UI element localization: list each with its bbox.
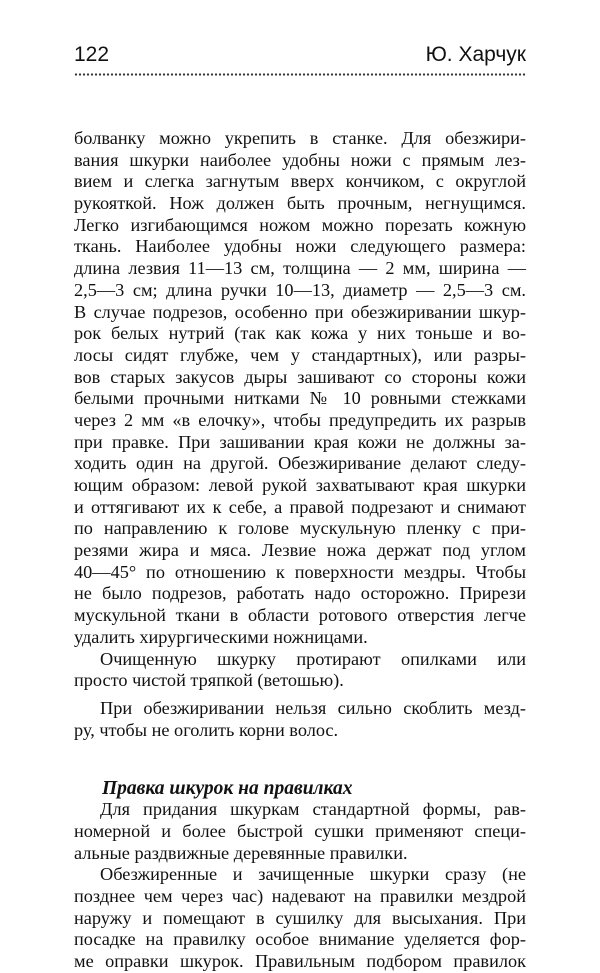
header-rule: [74, 72, 526, 77]
paragraph: [74, 698, 526, 741]
text-line: рукояткой. Нож должен быть прочным, негнущимся.: [74, 193, 526, 214]
text-line: ющим образом: левой рукой захватывают края шкурки: [74, 475, 526, 495]
text-line: ру, чтобы не оголить корни волос.: [74, 719, 339, 740]
text-line: через 2 мм «в елочку», чтобы предупредить их разрыв: [74, 409, 526, 430]
text-line: альные раздвижные деревянные правилки.: [74, 842, 408, 863]
section-gap: [74, 741, 526, 778]
running-author: Ю. Харчук: [425, 43, 526, 66]
text-line: Очищенную шкурку протирают опилками или: [100, 648, 526, 669]
page-body: [74, 128, 526, 973]
text-line: При обезжиривании нельзя сильно скоблить мезд-: [100, 697, 526, 718]
page-number: 122: [74, 43, 110, 66]
text-line: вов старых закусов дыры зашивают со стороны кожи: [74, 366, 526, 387]
text-line: 40—45° по отношению к поверхности мездры. Чтобы: [74, 561, 526, 582]
text-line: рок белых нутрий (так как кожа у них тоньше и во-: [74, 323, 526, 344]
text-line: при правке. При зашивании края кожи не должны за-: [74, 431, 526, 452]
text-line: удалить хирургическими ножницами.: [74, 626, 368, 647]
text-line: ткань. Наиболее удобны ножи следующего размера:: [74, 236, 526, 257]
text-line: белыми прочными нитками № 10 ровными стежками: [74, 388, 526, 409]
text-line: лосы сидят глубже, чем у стандартных), или разры-: [74, 344, 526, 365]
text-line: ме оправки шкурок. Правильным подбором правилок: [74, 951, 526, 972]
paragraph: [74, 864, 526, 972]
paragraph: [74, 649, 526, 692]
text-line: Для придания шкуркам стандартной формы, рав-: [100, 799, 526, 820]
text-line: по направлению к голове мускульную пленку с при-: [74, 518, 526, 539]
text-line: длина лезвия 11—13 см, толщина — 2 мм, ширина —: [74, 258, 526, 279]
running-header: [74, 40, 526, 70]
text-line: Обезжиренные и зачищенные шкурки сразу (не: [100, 864, 526, 885]
text-line: В случае подрезов, особенно при обезжиривании шкур-: [74, 301, 526, 322]
text-line: вания шкурки наиболее удобны ножи с прямым лез-: [74, 149, 526, 170]
text-line: ходить один на другой. Обезжиривание делают следу-: [74, 453, 526, 474]
text-line: мускульной ткани в области ротового отверстия легче: [74, 605, 526, 626]
text-line: позднее чем через час) надевают на правилки мездрой: [74, 886, 526, 906]
text-line: и оттягивают их к себе, а правой подрезают и снимают: [74, 496, 526, 517]
text-line: номерной и более быстрой сушки применяют специ-: [74, 820, 526, 841]
text-line: Легко изгибающимся ножом можно порезать кожную: [74, 214, 526, 235]
text-line: резями жира и мяса. Лезвие ножа держат под углом: [74, 540, 526, 561]
text-line: 2,5—3 см; длина ручки 10—13, диаметр — 2,5—3 см.: [74, 279, 526, 300]
text-line: просто чистой тряпкой (ветошью).: [74, 670, 344, 691]
text-line: наружу и помещают в сушилку для высыхания. При: [74, 907, 526, 928]
text-line: вием и слегка загнутым вверх кончиком, с округлой: [74, 171, 526, 192]
section-heading: Правка шкурок на правилках: [102, 778, 353, 800]
paragraph: [74, 128, 526, 649]
paragraph: [74, 799, 526, 864]
text-line: посадке на правилку особое внимание уделяется фор-: [74, 929, 526, 950]
text-line: болванку можно укрепить в станке. Для обезжири-: [74, 128, 526, 148]
text-line: не было подрезов, работать надо осторожно. Прирези: [74, 583, 526, 604]
